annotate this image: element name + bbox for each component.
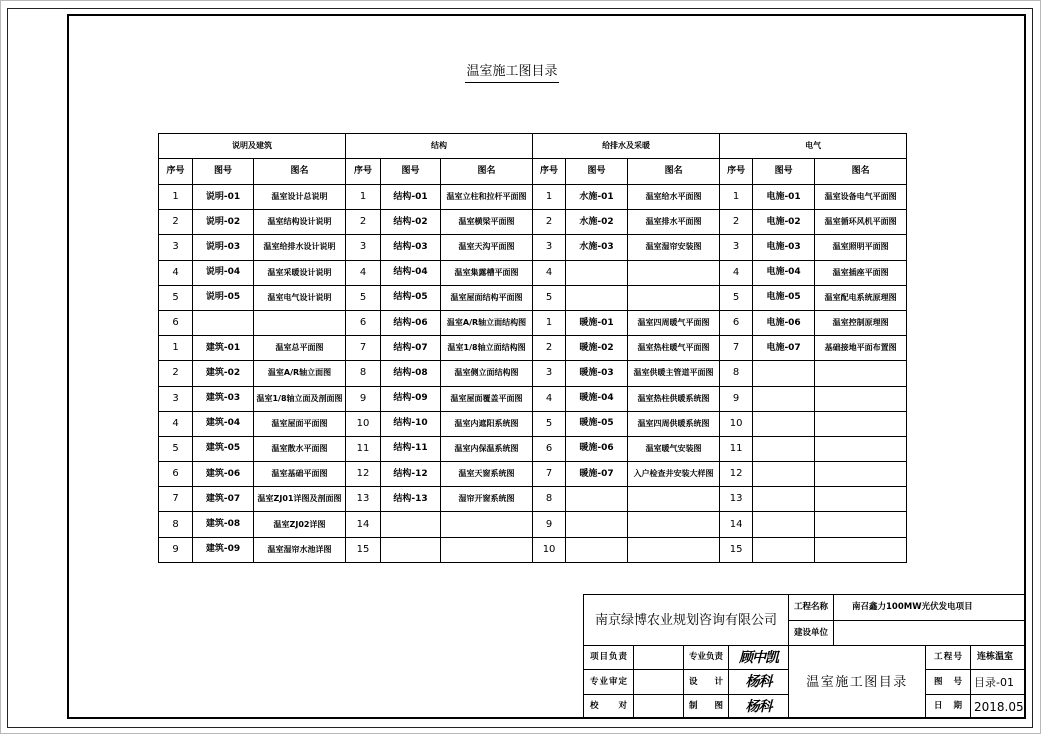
serial-no-cell: 10: [533, 537, 566, 562]
drawing-no-cell: [753, 386, 815, 411]
serial-no-cell: 5: [720, 285, 753, 310]
drawing-title-cell: 温室四周暖气平面图: [628, 310, 720, 335]
group-header-notes-architecture: 说明及建筑: [159, 134, 346, 159]
drawing-title-cell: 温室电气设计说明: [254, 285, 346, 310]
drawing-title-cell: 基础接地平面布置图: [815, 336, 907, 361]
drawing-no-cell: 电施-03: [753, 235, 815, 260]
drawing-title-cell: 温室屋面覆盖平面图: [441, 386, 533, 411]
drawing-no-cell: 水施-02: [566, 210, 628, 235]
serial-no-cell: 1: [533, 310, 566, 335]
drawing-title-cell: [815, 411, 907, 436]
client-value: [834, 621, 1026, 646]
drawing-title-cell: 温室立柱和拉杆平面图: [441, 185, 533, 210]
column-header-drawing-title: 图名: [628, 159, 720, 185]
drawing-title-cell: 入户检查井安装大样图: [628, 462, 720, 487]
drawing-title-cell: 温室1/8轴立面及剖面图: [254, 386, 346, 411]
drawing-no-cell: [753, 411, 815, 436]
discipline-lead-label: 专业负责: [684, 646, 729, 670]
drawing-title-cell: 温室插座平面图: [815, 260, 907, 285]
serial-no-cell: 2: [159, 361, 193, 386]
drawing-title-cell: 湿帘开窗系统图: [441, 487, 533, 512]
drawing-title-cell: [628, 537, 720, 562]
drawing-title-cell: 温室结构设计说明: [254, 210, 346, 235]
serial-no-cell: 14: [720, 512, 753, 537]
serial-no-cell: 4: [159, 260, 193, 285]
table-row: [159, 235, 907, 260]
drawing-no-cell: 电施-01: [753, 185, 815, 210]
designer-label: 设 计: [684, 670, 729, 695]
drawing-no-cell: [566, 260, 628, 285]
drawing-no-cell: 结构-05: [381, 285, 441, 310]
discipline-review-signature: [634, 670, 684, 695]
company-name: 南京绿博农业规划咨询有限公司: [584, 595, 789, 646]
drawing-no-cell: 电施-04: [753, 260, 815, 285]
serial-no-cell: 3: [533, 361, 566, 386]
drawing-no-cell: 结构-13: [381, 487, 441, 512]
drawing-title-cell: [254, 310, 346, 335]
serial-no-cell: 5: [159, 285, 193, 310]
drawing-no-cell: 结构-11: [381, 436, 441, 461]
drawing-no-cell: 说明-04: [193, 260, 254, 285]
discipline-lead-signature: 顾中凯: [729, 646, 789, 670]
drawing-title-cell: [815, 462, 907, 487]
drawing-no-cell: 结构-06: [381, 310, 441, 335]
drawing-title-cell: 温室湿帘水池详图: [254, 537, 346, 562]
column-header-drawing-no: 图号: [381, 159, 441, 185]
drawing-title-cell: 温室天沟平面图: [441, 235, 533, 260]
table-row: [159, 537, 907, 562]
drawing-title-cell: 温室屋面结构平面图: [441, 285, 533, 310]
drawing-no-cell: 建筑-03: [193, 386, 254, 411]
drawing-no-cell: 电施-07: [753, 336, 815, 361]
column-header-drawing-title: 图名: [254, 159, 346, 185]
serial-no-cell: 12: [720, 462, 753, 487]
drawing-no-cell: [566, 512, 628, 537]
table-row: [159, 462, 907, 487]
serial-no-cell: 6: [533, 436, 566, 461]
serial-no-cell: 6: [720, 310, 753, 335]
drawing-title-cell: 温室屋面平面图: [254, 411, 346, 436]
serial-no-cell: 6: [159, 462, 193, 487]
drawing-no-cell: [566, 487, 628, 512]
serial-no-cell: 8: [720, 361, 753, 386]
serial-no-cell: 1: [720, 185, 753, 210]
drawing-title-cell: 温室散水平面图: [254, 436, 346, 461]
drawing-title-cell: 温室A/R轴立面结构图: [441, 310, 533, 335]
drawing-title-cell: [815, 487, 907, 512]
drawing-title-cell: 温室排水平面图: [628, 210, 720, 235]
drawing-no-cell: 暖施-04: [566, 386, 628, 411]
group-header-structure: 结构: [346, 134, 533, 159]
serial-no-cell: 12: [346, 462, 381, 487]
serial-no-cell: 4: [159, 411, 193, 436]
checker-signature: [634, 695, 684, 719]
serial-no-cell: 6: [346, 310, 381, 335]
drawing-no-cell: [753, 487, 815, 512]
serial-no-cell: 3: [533, 235, 566, 260]
column-header-serial-no: 序号: [720, 159, 753, 185]
drawing-title-cell: 温室设备电气平面图: [815, 185, 907, 210]
table-row: [159, 185, 907, 210]
table-row: [159, 436, 907, 461]
drawing-title-cell: 温室给水平面图: [628, 185, 720, 210]
drawing-title-cell: 温室四周供暖系统图: [628, 411, 720, 436]
title-block-row: [584, 646, 1026, 670]
drawing-title-cell: 温室ZJ02详图: [254, 512, 346, 537]
drawing-no-cell: 结构-07: [381, 336, 441, 361]
title-block: [583, 594, 1026, 719]
serial-no-cell: 6: [159, 310, 193, 335]
serial-no-cell: 3: [159, 235, 193, 260]
column-header-drawing-no: 图号: [193, 159, 254, 185]
date-label: 日 期: [926, 695, 971, 719]
group-header-row: [159, 134, 907, 159]
drawing-title-cell: 温室照明平面图: [815, 235, 907, 260]
drawing-no-cell: 结构-01: [381, 185, 441, 210]
drafter-signature: 杨科: [729, 695, 789, 719]
serial-no-cell: 7: [346, 336, 381, 361]
project-lead-label: 项目负责: [584, 646, 634, 670]
drawing-no-cell: 结构-03: [381, 235, 441, 260]
drawing-no-cell: 暖施-06: [566, 436, 628, 461]
drawing-no-cell: 说明-05: [193, 285, 254, 310]
serial-no-cell: 2: [159, 210, 193, 235]
project-no: 连栋温室: [971, 646, 1026, 670]
drawing-no-cell: 结构-10: [381, 411, 441, 436]
drawing-title-cell: 温室热柱供暖系统图: [628, 386, 720, 411]
drawing-no-cell: 结构-02: [381, 210, 441, 235]
serial-no-cell: 13: [346, 487, 381, 512]
drawing-title-cell: 温室天窗系统图: [441, 462, 533, 487]
drawing-no-cell: [566, 285, 628, 310]
table-row: [159, 487, 907, 512]
column-header-drawing-no: 图号: [753, 159, 815, 185]
table-row: [159, 386, 907, 411]
column-header-row: [159, 159, 907, 185]
serial-no-cell: 7: [533, 462, 566, 487]
drawing-no-cell: [753, 436, 815, 461]
discipline-review-label: 专业审定: [584, 670, 634, 695]
drawing-no-cell: 水施-03: [566, 235, 628, 260]
drawing-title-cell: 温室热柱暖气平面图: [628, 336, 720, 361]
drawing-title-cell: 温室循环风机平面图: [815, 210, 907, 235]
serial-no-cell: 1: [346, 185, 381, 210]
drawing-title-cell: 温室侧立面结构图: [441, 361, 533, 386]
drawing-no-cell: [753, 361, 815, 386]
serial-no-cell: 5: [533, 285, 566, 310]
designer-signature: 杨科: [729, 670, 789, 695]
drawing-title-cell: [815, 361, 907, 386]
drawing-no-cell: 说明-01: [193, 185, 254, 210]
drawing-no-cell: 结构-12: [381, 462, 441, 487]
serial-no-cell: 13: [720, 487, 753, 512]
serial-no-cell: 4: [720, 260, 753, 285]
drawing-no-cell: 电施-02: [753, 210, 815, 235]
drawing-title-cell: [441, 537, 533, 562]
serial-no-cell: 9: [533, 512, 566, 537]
drawing-title-cell: [815, 386, 907, 411]
drawing-no-cell: 结构-09: [381, 386, 441, 411]
catalog-body: [159, 185, 907, 563]
drawing-title-cell: [628, 260, 720, 285]
serial-no-cell: 7: [720, 336, 753, 361]
drawing-title-cell: 温室基础平面图: [254, 462, 346, 487]
table-row: [159, 260, 907, 285]
drawing-title-cell: 温室集露槽平面图: [441, 260, 533, 285]
serial-no-cell: 5: [533, 411, 566, 436]
drawing-no-cell: 电施-06: [753, 310, 815, 335]
drawing-no-cell: 建筑-09: [193, 537, 254, 562]
group-header-electrical: 电气: [720, 134, 907, 159]
drawing-no-cell: 建筑-02: [193, 361, 254, 386]
drawing-title-cell: 温室横梁平面图: [441, 210, 533, 235]
drawing-title-cell: 温室给排水设计说明: [254, 235, 346, 260]
drawing-title-cell: [628, 285, 720, 310]
serial-no-cell: 2: [346, 210, 381, 235]
serial-no-cell: 4: [533, 260, 566, 285]
drawing-title-cell: 温室采暖设计说明: [254, 260, 346, 285]
table-row: [159, 336, 907, 361]
drawing-no-cell: 水施-01: [566, 185, 628, 210]
column-header-serial-no: 序号: [533, 159, 566, 185]
client-label: 建设单位: [789, 621, 834, 646]
drawing-no-cell: 结构-08: [381, 361, 441, 386]
drawing-no-cell: 暖施-05: [566, 411, 628, 436]
drawing-no-label: 图 号: [926, 670, 971, 695]
serial-no-cell: 11: [346, 436, 381, 461]
drawing-no-cell: 暖施-03: [566, 361, 628, 386]
serial-no-cell: 8: [533, 487, 566, 512]
title-block-row: [584, 595, 1026, 621]
drawing-no-cell: 电施-05: [753, 285, 815, 310]
column-header-drawing-title: 图名: [815, 159, 907, 185]
project-no-label: 工程号: [926, 646, 971, 670]
serial-no-cell: 15: [720, 537, 753, 562]
column-header-serial-no: 序号: [346, 159, 381, 185]
drawing-no-cell: [381, 512, 441, 537]
serial-no-cell: 5: [159, 436, 193, 461]
drawing-title-cell: 温室配电系统原理图: [815, 285, 907, 310]
serial-no-cell: 10: [720, 411, 753, 436]
drawing-no-cell: 暖施-02: [566, 336, 628, 361]
serial-no-cell: 8: [346, 361, 381, 386]
drawing-no-cell: 说明-03: [193, 235, 254, 260]
drawing-no-cell: 建筑-05: [193, 436, 254, 461]
serial-no-cell: 3: [346, 235, 381, 260]
serial-no-cell: 9: [720, 386, 753, 411]
serial-no-cell: 7: [159, 487, 193, 512]
drawing-no-cell: [566, 537, 628, 562]
drawing-title-cell: 温室控制原理图: [815, 310, 907, 335]
serial-no-cell: 9: [159, 537, 193, 562]
drawing-no-cell: 建筑-07: [193, 487, 254, 512]
column-header-drawing-no: 图号: [566, 159, 628, 185]
serial-no-cell: 4: [346, 260, 381, 285]
table-row: [159, 512, 907, 537]
drawing-no-cell: 结构-04: [381, 260, 441, 285]
drawing-no-cell: 暖施-07: [566, 462, 628, 487]
drawing-title-cell: 温室供暖主管道平面图: [628, 361, 720, 386]
drawing-no-cell: 建筑-08: [193, 512, 254, 537]
serial-no-cell: 1: [159, 185, 193, 210]
column-header-serial-no: 序号: [159, 159, 193, 185]
serial-no-cell: 8: [159, 512, 193, 537]
drawing-title-cell: 温室A/R轴立面图: [254, 361, 346, 386]
drawing-title-cell: [815, 512, 907, 537]
drawing-no: 目录-01: [971, 670, 1026, 695]
drawing-title-cell: [815, 537, 907, 562]
serial-no-cell: 3: [159, 386, 193, 411]
drawing-no-cell: [753, 537, 815, 562]
drawing-no-cell: [381, 537, 441, 562]
drawing-title-cell: 温室暖气安装图: [628, 436, 720, 461]
drawing-no-cell: 说明-02: [193, 210, 254, 235]
table-row: [159, 411, 907, 436]
drawing-no-cell: [753, 462, 815, 487]
drawing-catalog-table: [158, 133, 907, 563]
serial-no-cell: 9: [346, 386, 381, 411]
drafter-label: 制 图: [684, 695, 729, 719]
sheet-title: [412, 64, 612, 83]
serial-no-cell: 2: [720, 210, 753, 235]
serial-no-cell: 1: [159, 336, 193, 361]
drawing-title-cell: 温室湿帘安装图: [628, 235, 720, 260]
drawing-title-cell: 温室内保温系统图: [441, 436, 533, 461]
table-row: [159, 210, 907, 235]
drawing-no-cell: [193, 310, 254, 335]
drawing-title-cell: 温室1/8轴立面结构图: [441, 336, 533, 361]
serial-no-cell: 2: [533, 336, 566, 361]
serial-no-cell: 3: [720, 235, 753, 260]
serial-no-cell: 1: [533, 185, 566, 210]
serial-no-cell: 5: [346, 285, 381, 310]
drawing-no-cell: 建筑-01: [193, 336, 254, 361]
drawing-title-cell: [628, 487, 720, 512]
drawing-title-cell: [441, 512, 533, 537]
drawing-no-cell: 暖施-01: [566, 310, 628, 335]
date: 2018.05: [971, 695, 1026, 719]
project-name: 南召鑫力100MW光伏发电项目: [834, 595, 1026, 621]
drawing-title-cell: 温室总平面图: [254, 336, 346, 361]
group-header-plumbing-heating: 给排水及采暖: [533, 134, 720, 159]
table-row: [159, 310, 907, 335]
drawing-title-cell: [628, 512, 720, 537]
project-name-label: 工程名称: [789, 595, 834, 621]
drawing-title-cell: 温室内遮阳系统图: [441, 411, 533, 436]
drawing-no-cell: 建筑-06: [193, 462, 254, 487]
drawing-title: 温室施工图目录: [789, 646, 926, 719]
sheet-title-text: 温室施工图目录: [465, 64, 558, 83]
serial-no-cell: 10: [346, 411, 381, 436]
serial-no-cell: 11: [720, 436, 753, 461]
checker-label: 校 对: [584, 695, 634, 719]
drawing-title-cell: 温室设计总说明: [254, 185, 346, 210]
serial-no-cell: 14: [346, 512, 381, 537]
table-row: [159, 361, 907, 386]
drawing-no-cell: 建筑-04: [193, 411, 254, 436]
drawing-no-cell: [753, 512, 815, 537]
drawing-title-cell: 温室ZJ01详图及剖面图: [254, 487, 346, 512]
column-header-drawing-title: 图名: [441, 159, 533, 185]
serial-no-cell: 4: [533, 386, 566, 411]
drawing-title-cell: [815, 436, 907, 461]
serial-no-cell: 15: [346, 537, 381, 562]
table-row: [159, 285, 907, 310]
project-lead-signature: [634, 646, 684, 670]
serial-no-cell: 2: [533, 210, 566, 235]
